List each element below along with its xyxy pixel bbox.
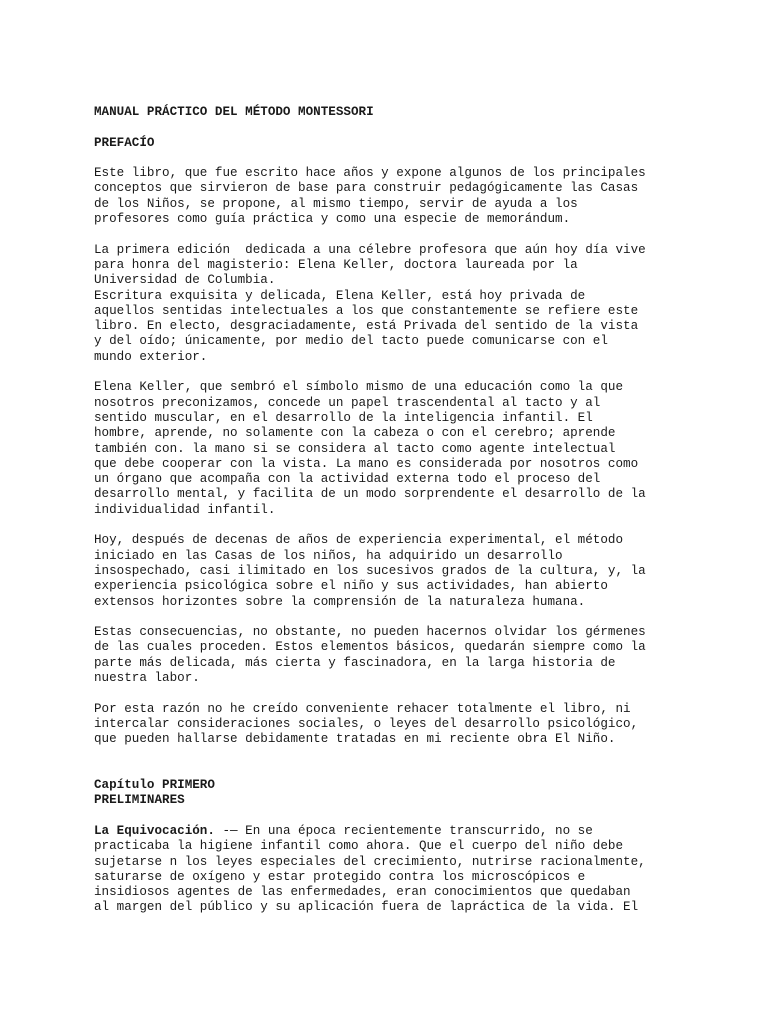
document-page xyxy=(94,105,684,931)
text-line: intercalar consideraciones sociales, o leyes del desarrollo psicológico, xyxy=(94,716,639,731)
text-line: practicaba la higiene infantil como ahora. Que el cuerpo del niño debe xyxy=(94,839,624,854)
text-line: iniciado en las Casas de los niños, ha adquirido un desarrollo xyxy=(94,548,563,563)
text-line: insospechado, casi ilimitado en los sucesivos grados de la cultura, y, la xyxy=(94,563,646,578)
text-line: Escritura exquisita y delicada, Elena Keller, está hoy privada de xyxy=(94,288,586,303)
text-line: Este libro, que fue escrito hace años y expone algunos de los principales xyxy=(94,166,646,181)
text-line: que pueden hallarse debidamente tratadas en mi reciente obra El Niño. xyxy=(94,732,616,747)
text-line: La primera edición dedicada a una célebre profesora que aún hoy día vive xyxy=(94,242,646,257)
paragraph-4 xyxy=(94,533,684,609)
paragraph-1 xyxy=(94,166,684,227)
text-line: individualidad infantil. xyxy=(94,502,276,517)
text-line: que debe cooperar con la vista. La mano es considerada por nosotros como xyxy=(94,456,639,471)
text-line: insidiosos agentes de las enfermedades, eran conocimientos que quedaban xyxy=(94,885,631,900)
text-line: al margen del público y su aplicación fuera de lapráctica de la vida. El xyxy=(94,900,639,915)
chapter-title: Capítulo PRIMERO xyxy=(94,778,215,793)
text-line: Estas consecuencias, no obstante, no pueden hacernos olvidar los gérmenes xyxy=(94,625,646,640)
text-line: de las cuales proceden. Estos elementos básicos, quedarán siempre como la xyxy=(94,640,646,655)
text-line: extensos horizontes sobre la comprensión de la naturaleza humana. xyxy=(94,594,586,609)
document-title: MANUAL PRÁCTICO DEL MÉTODO MONTESSORI xyxy=(94,105,374,119)
text-line: para honra del magisterio: Elena Keller, doctora laureada por la xyxy=(94,257,578,272)
section-lead-rest: -— En una época recientemente transcurrido, no se xyxy=(214,823,593,838)
text-line: Elena Keller, que sembró el símbolo mismo de una educación como la que xyxy=(94,380,624,395)
text-line: Hoy, después de decenas de años de experiencia experimental, el método xyxy=(94,533,624,548)
paragraph-2 xyxy=(94,243,684,365)
text-line: nuestra labor. xyxy=(94,670,200,685)
section-paragraph xyxy=(94,824,684,916)
text-line: Por esta razón no he creído conveniente rehacer totalmente el libro, ni xyxy=(94,701,631,716)
text-line: aquellos sentidas intelectuales a los que constantemente se refiere este xyxy=(94,303,639,318)
text-line: profesores como guía práctica y como una especie de memorándum. xyxy=(94,212,571,227)
blank-line xyxy=(94,763,684,778)
text-line: mundo exterior. xyxy=(94,349,208,364)
text-line: también con. la mano si se considera al tacto como agente intelectual xyxy=(94,441,616,456)
chapter-subtitle: PRELIMINARES xyxy=(94,793,185,808)
text-line: conceptos que sirvieron de base para construir pedagógicamente las Casas xyxy=(94,181,639,196)
text-line: de los Niños, se propone, al mismo tiempo, servir de ayuda a los xyxy=(94,196,578,211)
text-line: nosotros preconizamos, concede un papel trascendental al tacto y al xyxy=(94,395,601,410)
paragraph-3 xyxy=(94,380,684,518)
text-line: parte más delicada, más cierta y fascinadora, en la larga historia de xyxy=(94,655,616,670)
text-line: hombre, aprende, no solamente con la cabeza o con el cerebro; aprende xyxy=(94,426,616,441)
text-line: y del oído; únicamente, por medio del tacto puede comunicarse con el xyxy=(94,334,608,349)
paragraph-6 xyxy=(94,702,684,748)
text-line: Universidad de Columbia. xyxy=(94,273,276,288)
text-line: libro. En electo, desgraciadamente, está Privada del sentido de la vista xyxy=(94,319,639,334)
preface-heading: PREFACÍO xyxy=(94,135,155,150)
text-line: desarrollo mental, y facilita de un modo sorprendente el desarrollo de la xyxy=(94,487,646,502)
text-line: sentido muscular, en el desarrollo de la inteligencia infantil. El xyxy=(94,410,593,425)
section-lead: La Equivocación. xyxy=(94,823,215,838)
text-line: saturarse de oxígeno y estar protegido contra los microscópicos e xyxy=(94,869,586,884)
text-line: experiencia psicológica sobre el niño y sus actividades, han abierto xyxy=(94,579,608,594)
text-line xyxy=(94,824,684,839)
text-line: sujetarse n los leyes especiales del crecimiento, nutrirse racionalmente, xyxy=(94,854,646,869)
text-line: un órgano que acompaña con la actividad externa todo el proceso del xyxy=(94,472,601,487)
paragraph-5 xyxy=(94,625,684,686)
